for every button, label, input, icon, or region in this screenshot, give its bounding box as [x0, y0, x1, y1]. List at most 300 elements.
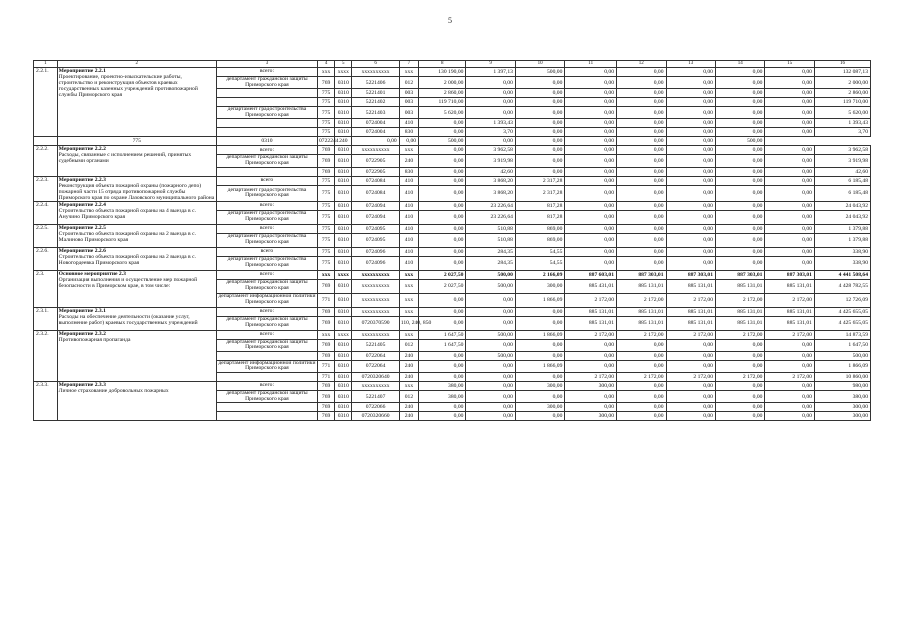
header-cell: 5	[335, 61, 352, 68]
value-cell: 0,00	[715, 176, 764, 186]
code-cell: 769	[318, 155, 335, 167]
code-cell: 0722064	[352, 360, 399, 372]
code-cell: 769	[318, 279, 335, 293]
value-cell: 0,00	[715, 89, 764, 98]
value-cell: 1 647,50	[419, 339, 466, 351]
value-cell: 1 647,50	[419, 330, 466, 339]
value-cell: 885 131,01	[715, 316, 764, 330]
code-cell: 0724095	[352, 224, 399, 233]
row-description	[57, 201, 216, 224]
code-cell: 240	[399, 360, 418, 372]
header-cell: 3	[216, 61, 317, 68]
code-cell: 0310	[335, 176, 352, 186]
value-cell: 2 172,00	[565, 293, 617, 307]
value-cell: 6 185,48	[814, 186, 870, 201]
budget-table	[33, 60, 871, 421]
executor-label: департамент гражданской защиты Приморского края	[216, 316, 317, 330]
code-cell: хххххххххх	[352, 330, 399, 339]
row-number: 2.2.1.	[34, 68, 58, 137]
code-cell: 775	[318, 128, 335, 137]
code-cell: 410	[399, 247, 418, 256]
value-cell: 0,00	[419, 372, 466, 381]
value-cell: 0,00	[666, 167, 715, 176]
row-title: Мероприятие 2.3.3	[58, 381, 106, 388]
value-cell: 0,00	[765, 89, 814, 98]
value-cell: 0,00	[765, 146, 814, 155]
code-cell: 0310	[335, 98, 352, 107]
value-cell: 0,00	[765, 186, 814, 201]
code-cell: хххххххххх	[352, 270, 399, 279]
value-cell: 0,00	[765, 351, 814, 360]
value-cell: 54,55	[515, 256, 564, 270]
value-cell: 0,00	[666, 351, 715, 360]
code-cell: 410	[399, 186, 418, 201]
value-cell: 0,00	[617, 351, 666, 360]
code-cell: ххх	[399, 330, 418, 339]
value-cell: 0,00	[765, 210, 814, 224]
value-cell: 0,00	[565, 98, 617, 107]
value-cell: 1 647,50	[814, 339, 870, 351]
value-cell: 0,00	[715, 146, 764, 155]
code-cell: 0310	[335, 256, 352, 270]
value-cell: 0,00	[419, 403, 466, 412]
code-cell: 775	[57, 137, 216, 146]
value-cell: 0,00	[565, 186, 617, 201]
code-cell: 0722244	[319, 138, 339, 145]
code-cell: 830	[399, 128, 418, 137]
value-cell: 0,00	[765, 233, 814, 247]
code-cell: 240	[399, 412, 418, 421]
executor-label: департамент градостроительства Приморского края	[216, 256, 317, 270]
code-cell: 0310	[335, 360, 352, 372]
value-cell: 887 303,01	[765, 270, 814, 279]
value-cell: 817,28	[515, 210, 564, 224]
table-row	[34, 68, 871, 77]
executor-label: всего:	[216, 270, 317, 279]
code-cell: хххххххххх	[352, 68, 399, 77]
value-cell: 0,00	[565, 89, 617, 98]
code-cell: 769	[318, 339, 335, 351]
value-cell: 500,00	[419, 137, 466, 146]
code-cell: 0724004	[352, 119, 399, 128]
value-cell: 0,00	[466, 381, 515, 390]
code-cell: 110, 240, 850	[399, 316, 418, 330]
code-cell: 5221407	[352, 390, 399, 402]
code-cell: 769	[318, 403, 335, 412]
code-cell: 0310	[335, 201, 352, 210]
code-cell: 012	[399, 390, 418, 402]
value-cell: 0,00	[617, 224, 666, 233]
value-cell: 0,00	[466, 372, 515, 381]
code-cell: 0310	[335, 316, 352, 330]
value-cell: 0,00	[515, 307, 564, 316]
value-cell: 4 425 655,05	[814, 307, 870, 316]
code-cell: 0310	[335, 293, 352, 307]
value-cell: 0,00	[715, 339, 764, 351]
value-cell: 0,00	[515, 351, 564, 360]
code-cell: 410	[399, 224, 418, 233]
executor-label: департамент информационной политики Приморского края	[216, 360, 317, 372]
code-cell: 410	[399, 210, 418, 224]
value-cell: 0,00	[765, 167, 814, 176]
value-cell: 0,00	[466, 390, 515, 402]
row-text: Противопожарная пропаганда	[58, 336, 131, 343]
value-cell: 0,00	[715, 403, 764, 412]
value-cell: 0,00	[419, 316, 466, 330]
executor-label: департамент гражданской защиты Приморского края	[216, 77, 317, 89]
code-cell: 769	[318, 390, 335, 402]
value-cell: 0,00	[419, 233, 466, 247]
value-cell: 885 131,01	[715, 279, 764, 293]
value-cell: 0,00	[565, 339, 617, 351]
value-cell: 0,00	[419, 176, 466, 186]
header-cell: 8	[419, 61, 466, 68]
code-cell: 0724094	[352, 210, 399, 224]
value-cell: 0,00	[515, 107, 564, 119]
value-cell: 887 303,01	[666, 270, 715, 279]
code-cell: 0310	[335, 390, 352, 402]
value-cell: 42,60	[466, 167, 515, 176]
value-cell: 0,00	[419, 351, 466, 360]
value-cell: 380,00	[814, 390, 870, 402]
value-cell: 0,00	[617, 107, 666, 119]
value-cell: 2 317,28	[515, 186, 564, 201]
value-cell: 885 131,01	[666, 279, 715, 293]
value-cell: 0,00	[515, 167, 564, 176]
value-cell: 300,00	[565, 381, 617, 390]
value-cell: 0,00	[765, 360, 814, 372]
code-cell: 0310	[335, 186, 352, 201]
code-cell: 0310	[335, 381, 352, 390]
value-cell: 0,00	[666, 119, 715, 128]
value-cell: 0,00	[515, 146, 564, 155]
value-cell: 0,00	[666, 403, 715, 412]
value-cell: 0,00	[765, 107, 814, 119]
value-cell: 885 131,01	[617, 316, 666, 330]
value-cell: 0,00	[515, 339, 564, 351]
value-cell: 0,00	[419, 201, 466, 210]
value-cell: 0,00	[565, 167, 617, 176]
row-number: 2.3.3.	[34, 381, 58, 420]
code-cell: 012	[399, 339, 418, 351]
value-cell: 0,00	[617, 381, 666, 390]
header-cell: 6	[352, 61, 399, 68]
value-cell: 5 620,00	[814, 107, 870, 119]
value-cell: 0,00	[666, 247, 715, 256]
code-cell: 0720320640	[352, 372, 399, 381]
row-title: Мероприятие 2.2.3	[58, 176, 106, 183]
row-title: Основное мероприятие 2.3	[58, 270, 126, 277]
value-cell: 0,00	[617, 233, 666, 247]
header-cell: 16	[814, 61, 870, 68]
row-description	[57, 176, 216, 201]
value-cell: 0,00	[715, 155, 764, 167]
value-cell: 0,00	[565, 256, 617, 270]
code-cell: 0310	[335, 77, 352, 89]
row-description	[57, 381, 216, 420]
value-cell: 0,00	[617, 146, 666, 155]
value-cell: 3 919,98	[466, 155, 515, 167]
value-cell: 500,00	[515, 68, 564, 77]
value-cell: 2 860,00	[419, 89, 466, 98]
code-cell: 0310	[335, 412, 352, 421]
row-number: 2.2.3.	[34, 176, 58, 201]
row-text: Строительство объекта пожарной охраны на 4 выезда в с. Анучино Приморского края	[58, 207, 196, 220]
code-cell: 0310	[335, 128, 352, 137]
value-cell: 2 027,50	[419, 279, 466, 293]
table-row	[34, 270, 871, 279]
value-cell: 0,00	[565, 233, 617, 247]
code-cell: 5221403	[352, 107, 399, 119]
value-cell: 0,00	[466, 412, 515, 421]
row-description	[57, 330, 216, 381]
value-cell: 817,28	[515, 201, 564, 210]
value-cell: 2 172,00	[765, 330, 814, 339]
row-text: Организация выполнения и осуществление мер пожарной безопасности в Приморском крае, в том числе:	[58, 276, 198, 289]
value-cell: 380,00	[419, 390, 466, 402]
value-cell: 0,00	[565, 176, 617, 186]
value-cell: 0,00	[765, 390, 814, 402]
header-cell: 14	[715, 61, 764, 68]
code-cell: 410	[399, 256, 418, 270]
value-cell: 0,00	[617, 339, 666, 351]
code-cell: 5221401	[352, 89, 399, 98]
value-cell: 300,00	[515, 279, 564, 293]
header-cell: 10	[515, 61, 564, 68]
value-cell: 0,00	[617, 77, 666, 89]
value-cell: 885 431,01	[565, 279, 617, 293]
value-cell: 0,00	[565, 119, 617, 128]
value-cell: 2 172,00	[666, 372, 715, 381]
value-cell: 0,00	[666, 77, 715, 89]
value-cell: 0,00	[765, 256, 814, 270]
code-cell: 0724096	[352, 247, 399, 256]
code-cell: 775	[318, 107, 335, 119]
code-cell: 0310	[335, 167, 352, 176]
value-cell: 1 866,09	[515, 360, 564, 372]
value-cell: 284,35	[466, 256, 515, 270]
code-cell: хххх	[335, 270, 352, 279]
value-cell: 0,00	[352, 137, 399, 146]
code-cell: 240	[399, 372, 418, 381]
code-cell: 003	[399, 89, 418, 98]
value-cell: 0,00	[515, 98, 564, 107]
value-cell: 23 226,64	[466, 201, 515, 210]
executor-label: всего:	[216, 146, 317, 155]
code-cell: хххххххххх	[352, 146, 399, 155]
value-cell: 300,00	[565, 412, 617, 421]
executor-label: департамент гражданской защиты Приморского края	[216, 279, 317, 293]
row-text: Личное страхование добровольных пожарных	[58, 387, 169, 394]
code-cell: ххх	[318, 330, 335, 339]
executor-label	[216, 128, 317, 137]
value-cell: 885 131,01	[666, 316, 715, 330]
value-cell: 1 866,09	[515, 330, 564, 339]
value-cell: 0,00	[666, 128, 715, 137]
row-text: Проектирование, проектно-изыскательские работы, строительство и реконструкция объектов краевых государственных казенных учреждений противопожарной службы Приморского края	[58, 74, 198, 98]
value-cell: 0,00	[565, 210, 617, 224]
value-cell: 0,00	[666, 89, 715, 98]
code-cell: 0310	[335, 339, 352, 351]
value-cell: 885 131,01	[565, 316, 617, 330]
value-cell: 0,00	[515, 155, 564, 167]
value-cell: 500,00	[466, 270, 515, 279]
value-cell: 2 000,00	[419, 77, 466, 89]
header-cell: 1	[34, 61, 58, 68]
code-cell: 0722066	[352, 403, 399, 412]
code-cell: 0310	[335, 107, 352, 119]
value-cell: 0,00	[466, 360, 515, 372]
value-cell: 1 393,43	[814, 119, 870, 128]
code-cell: 5221405	[352, 339, 399, 351]
value-cell: 0,00	[515, 119, 564, 128]
code-cell: 0722905	[352, 167, 399, 176]
value-cell: 0,00	[466, 316, 515, 330]
value-cell: 0,00	[515, 89, 564, 98]
code-cell: 775	[318, 119, 335, 128]
code-cell: 769	[318, 307, 335, 316]
code-cell: 771	[318, 293, 335, 307]
value-cell: 130 190,00	[419, 68, 466, 77]
value-cell: 2 172,00	[715, 372, 764, 381]
value-cell: 1 397,13	[466, 68, 515, 77]
value-cell: 0,00	[617, 176, 666, 186]
executor-label: всего:	[216, 68, 317, 77]
value-cell: 500,00	[466, 279, 515, 293]
code-cell: ххх	[318, 68, 335, 77]
row-title: Мероприятие 2.2.4	[58, 201, 106, 208]
row-title: Мероприятие 2.3.2	[58, 330, 106, 337]
value-cell: 2 172,00	[617, 293, 666, 307]
value-cell: 0,00	[565, 360, 617, 372]
code-cell: 0310	[335, 247, 352, 256]
value-cell: 0,00	[419, 360, 466, 372]
value-cell: 0,00	[666, 155, 715, 167]
value-cell: 887 303,01	[617, 270, 666, 279]
code-cell: 0310	[335, 307, 352, 316]
value-cell: 0,00	[765, 247, 814, 256]
code-cell: 0724096	[352, 256, 399, 270]
code-cell: 769	[318, 351, 335, 360]
value-cell: 132 087,13	[814, 68, 870, 77]
header-cell: 9	[466, 61, 515, 68]
value-cell: 1 866,09	[515, 293, 564, 307]
value-cell: 0,00	[715, 351, 764, 360]
value-cell: 42,60	[814, 167, 870, 176]
row-title: Мероприятие 2.2.6	[58, 247, 106, 254]
value-cell: 0,00	[765, 224, 814, 233]
row-description	[57, 247, 216, 270]
executor-label	[216, 412, 317, 421]
value-cell: 0,00	[715, 381, 764, 390]
code-cell: ххх	[399, 270, 418, 279]
value-cell: 0,00	[466, 403, 515, 412]
row-description	[57, 146, 216, 176]
code-cell: 775	[318, 247, 335, 256]
row-text: Строительство объекта пожарной охраны на 2 выезда в с. Малиново Приморского края	[58, 230, 196, 243]
header-cell: 2	[57, 61, 216, 68]
executor-label: департамент гражданской защиты Приморского края	[216, 339, 317, 351]
row-title: Мероприятие 2.2.1	[58, 68, 106, 74]
value-cell: 2 317,28	[515, 176, 564, 186]
value-cell: 0,00	[765, 381, 814, 390]
table-row	[34, 381, 871, 390]
value-cell: 500,00	[814, 351, 870, 360]
value-cell: 0,00	[565, 351, 617, 360]
row-description	[57, 68, 216, 137]
executor-label: всего	[216, 176, 317, 186]
code-cell: 0310	[335, 210, 352, 224]
code-cell: 240	[399, 155, 418, 167]
executor-label: департамент градостроительства Приморского края	[216, 107, 317, 119]
executor-label: всего:	[216, 201, 317, 210]
value-cell: 300,00	[515, 403, 564, 412]
value-cell: 0,00	[666, 107, 715, 119]
value-cell: 0,00	[617, 412, 666, 421]
code-cell: 0310	[335, 372, 352, 381]
executor-label	[216, 89, 317, 98]
row-description	[57, 307, 216, 330]
value-cell: 300,00	[814, 412, 870, 421]
value-cell: 0,00	[666, 390, 715, 402]
value-cell: 0,00	[466, 107, 515, 119]
value-cell: 0,00	[617, 128, 666, 137]
value-cell: 0,00	[466, 89, 515, 98]
code-cell: ххх	[399, 293, 418, 307]
value-cell: 5 620,00	[419, 107, 466, 119]
row-title: Мероприятие 2.3.1	[58, 307, 106, 314]
value-cell: 0,00	[466, 293, 515, 307]
value-cell: 2 172,00	[617, 330, 666, 339]
value-cell: 0,00	[765, 98, 814, 107]
value-cell: 2 860,00	[814, 89, 870, 98]
executor-label	[34, 137, 58, 146]
value-cell: 0,00	[466, 307, 515, 316]
value-cell: 500,00	[715, 137, 764, 146]
code-cell: 0720320660	[352, 412, 399, 421]
code-cell: ххх	[399, 68, 418, 77]
value-cell: 3,70	[466, 128, 515, 137]
code-cell: 410	[399, 176, 418, 186]
header-cell: 7	[399, 61, 418, 68]
value-cell: 14 873,59	[814, 330, 870, 339]
value-cell: 380,00	[419, 381, 466, 390]
code-cell: 410	[399, 201, 418, 210]
value-cell: 0,00	[617, 98, 666, 107]
code-cell: 0310	[335, 351, 352, 360]
value-cell: 0,00	[715, 128, 764, 137]
code-cell: хххххххххх	[352, 279, 399, 293]
value-cell: 0,00	[419, 146, 466, 155]
table-row	[34, 146, 871, 155]
value-cell: 0,00	[419, 167, 466, 176]
value-cell: 0,00	[715, 390, 764, 402]
code-cell: 240	[335, 137, 352, 146]
value-cell: 0,00	[666, 68, 715, 77]
value-cell: 0,00	[419, 119, 466, 128]
code-cell: 0310	[335, 146, 352, 155]
code-cell: хххххххххх	[352, 293, 399, 307]
value-cell: 0,00	[715, 186, 764, 201]
code-cell: 0310	[335, 89, 352, 98]
code-cell: 0724084	[352, 176, 399, 186]
row-number: 2.3.	[34, 270, 58, 307]
value-cell: 0,00	[617, 68, 666, 77]
value-cell: 4 441 508,64	[814, 270, 870, 279]
value-cell: 6 185,48	[814, 176, 870, 186]
value-cell: 0,00	[715, 107, 764, 119]
code-cell: ххх	[399, 279, 418, 293]
